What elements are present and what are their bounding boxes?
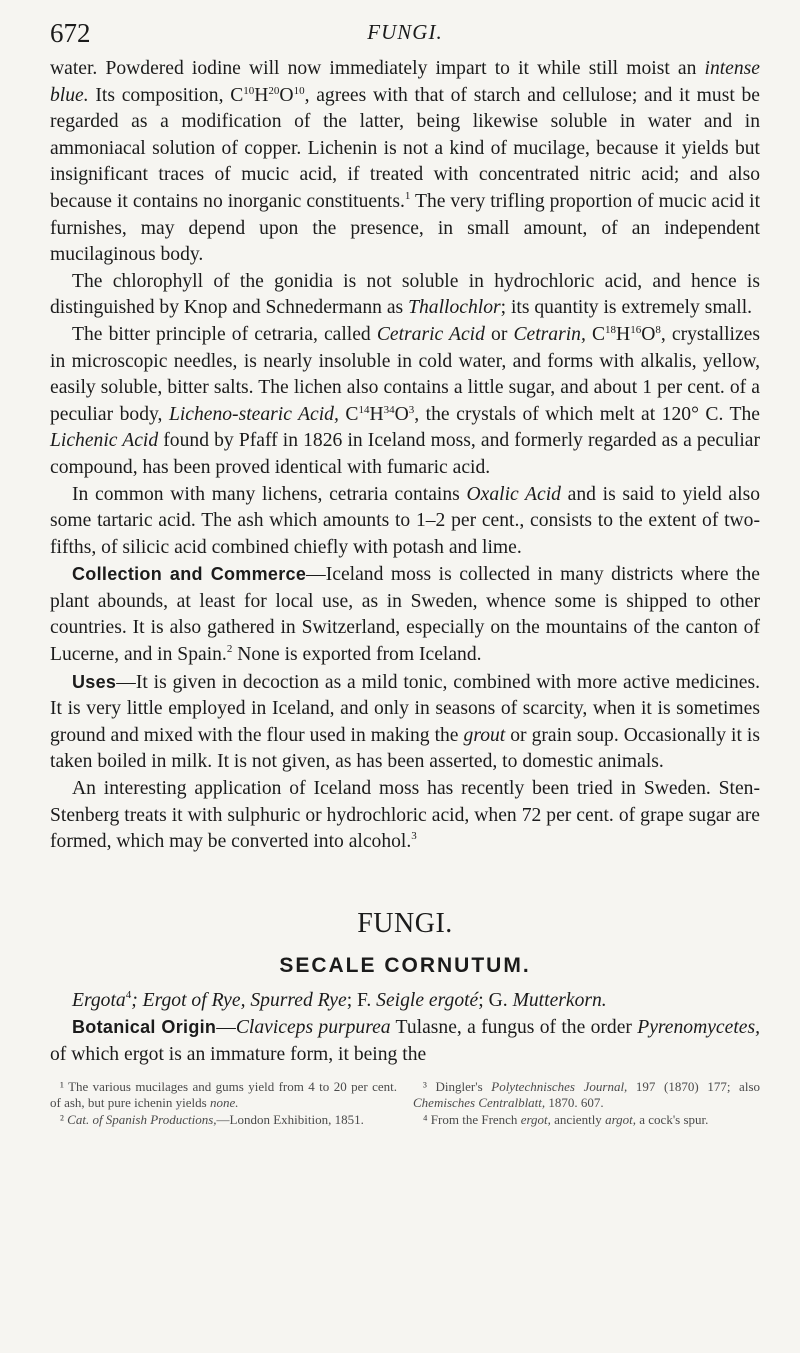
paragraph: The chlorophyll of the gonidia is not soluble in hydrochloric acid, and hence is distinguished by Knop and Schnedermann as Thallochlor; its quantity is extremely small. [50,270,760,319]
running-title: FUNGI. [367,20,443,44]
footnote-ref[interactable]: 1 [404,189,411,202]
paragraph: Uses—It is given in decoction as a mild tonic, combined with more active medicines. It is very little employed in Iceland, and only in seasons of scarcity, when it is sometimes ground and mixed with the flour used in making the grout or grain soup. Occasionally it is taken boiled in milk. It is not given, as has been asserted, to domestic animals. [50,671,760,773]
paragraph: The bitter principle of cetraria, called Cetraric Acid or Cetrarin, $C^{18}H^{16}O^8$, crystallizes in microscopic needles, is nearly insoluble in cold water, and forms with alkalis, yellow, easily soluble, bitter salts. The lichen also contains a little sugar, and about 1 per cent. of a peculiar body, Licheno-stearic Acid, $C^{14}H^{34}O^3$, the crystals of which melt at 120° C. The Lichenic Acid found by Pfaff in 1826 in Iceland moss, and formerly regarded as a peculiar compound, has been proved identical with fumaric acid. [50,323,761,478]
paragraph: Botanical Origin—Claviceps purpurea Tulasne, a fungus of the order Pyrenomycetes, of which ergot is an immature form, it being the [50,1017,760,1065]
footnote-ref[interactable]: 3 [411,830,417,843]
paragraph-lead: Uses [72,671,117,692]
paragraph-lead: Collection and Commerce [72,564,307,585]
running-head [50,14,760,56]
body-text [50,56,760,1069]
section-title: FUNGI. [357,907,453,939]
footnote-ref[interactable]: 2 [226,643,233,656]
paragraph: water. Powdered iodine will now immediately impart to it while still moist an intense blue. Its composition, $C^{10}H^{20}O^{10}$, agrees with that of starch and cellulose; and it must be regarded as a modification of the latter, being likewise soluble in water and in ammoniacal solution of copper. Lichenin is not a kind of mucilage, because it yields but insignificant traces of mucic acid, if treated with concentrated nitric acid; and also because it contains no inorganic constituents.$^1$ The very trifling proportion of mucic acid it furnishes, may depend upon the presence, in small amount, of an independent mucilaginous body. [50,58,761,266]
paragraph: An interesting application of Iceland moss has recently been tried in Sweden. Sten-Stenberg treats it with sulphuric or hydrochloric acid, when 72 per cent. of grape sugar are formed, which may be converted into alcohol.$^3$ [50,778,760,853]
paragraph-lead: Botanical Origin [72,1017,217,1038]
footnotes-left [50,1079,397,1129]
page-number: 672 [50,18,91,48]
subsection-title: SECALE CORNUTUM. [279,953,531,977]
paragraph: Collection and Commerce—Iceland moss is collected in many districts where the plant abounds, at least for local use, as in Sweden, whence some is shipped to other countries. It is also gathered in Switzerland, especially on the mountains of the canton of Lucerne, and in Spain.$^2$ None is exported from Iceland. [50,564,760,666]
footnotes [50,1079,760,1129]
footnotes-right [413,1079,760,1129]
footnote-ref[interactable]: 4 [125,988,132,1001]
footnote: ² Cat. of Spanish Productions,—London Exhibition, 1851. [60,1111,364,1127]
footnote: ¹ The various mucilages and gums yield from 4 to 20 per cent. of ash, but pure ichenin yields none. [50,1078,397,1111]
footnote: ³ Dingler's Polytechnisches Journal, 197 (1870) 177; also Chemisches Centralblatt, 1870. 607. [413,1078,760,1111]
synonyms: Ergota$^4$; Ergot of Rye, Spurred Rye; F. Seigle ergoté; G. Mutterkorn. [72,988,607,1011]
paragraph: In common with many lichens, cetraria contains Oxalic Acid and is said to yield also some tartaric acid. The ash which amounts to 1–2 per cent., consists to the extent of two-fifths, of silicic acid combined chiefly with potash and lime. [50,483,760,558]
footnote: ⁴ From the French ergot, anciently argot, a cock's spur. [423,1111,709,1127]
